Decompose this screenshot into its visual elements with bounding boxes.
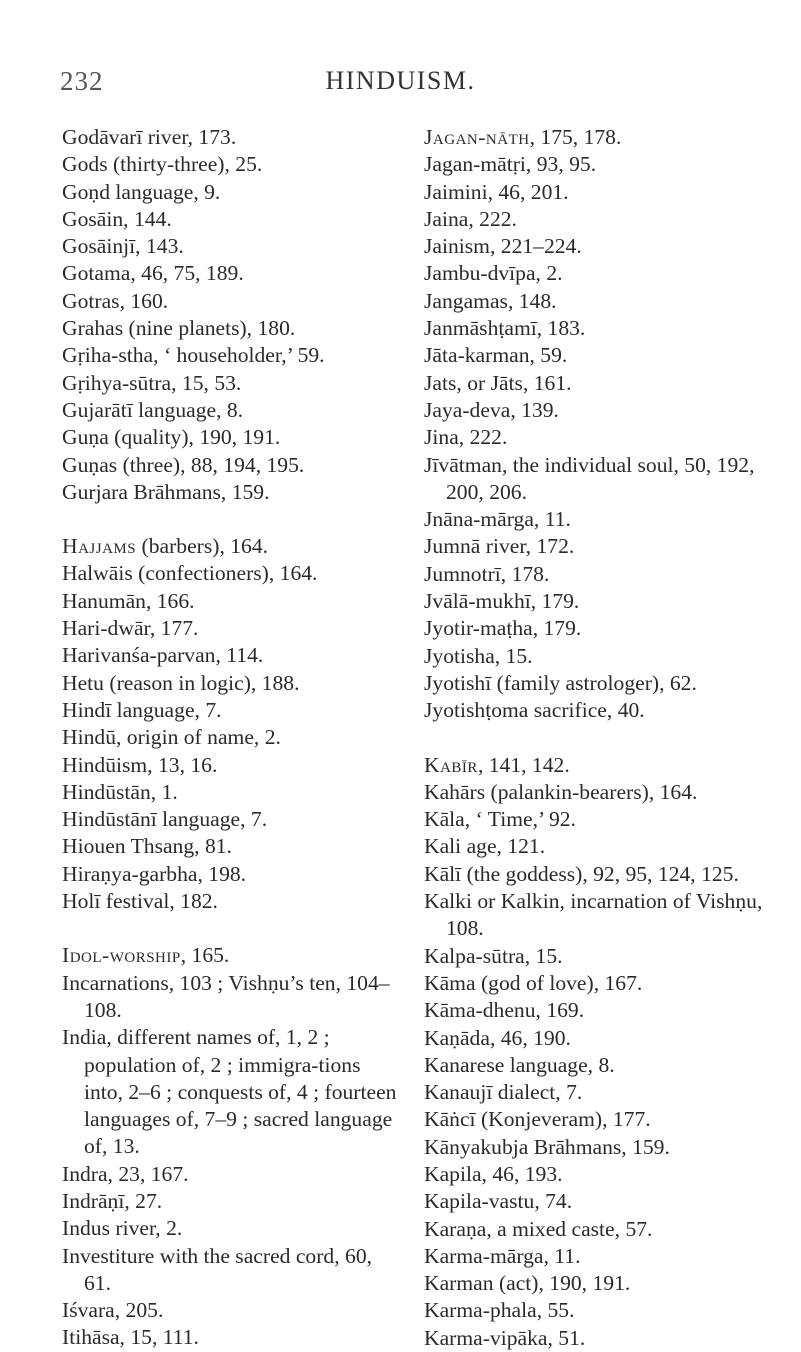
index-entry-text: Jīvātman, the individual soul, 50, 192, 200, 206.: [424, 452, 755, 504]
index-entry-text: , 175, 178.: [529, 125, 622, 149]
index-entry: [424, 997, 789, 1024]
index-entry: [62, 615, 397, 642]
index-entry-text: Jaina, 222.: [424, 206, 517, 231]
index-entry-text: Jats, or Jāts, 161.: [424, 370, 572, 395]
section-lead-word: Kabīr: [424, 752, 478, 777]
index-entry: [424, 179, 789, 206]
index-entry-text: Kapila-vastu, 74.: [424, 1189, 573, 1214]
index-entry: [424, 833, 789, 860]
index-entry-text: Goṇd language, 9.: [62, 179, 221, 204]
index-entry: [424, 943, 789, 970]
index-entry: [424, 670, 789, 697]
index-entry-text: Hiouen Thsang, 81.: [62, 834, 232, 859]
index-entry: [424, 506, 789, 533]
index-entry-text: Janmāshṭamī, 183.: [424, 316, 586, 341]
index-entry-text: Karma-phala, 55.: [424, 1298, 575, 1323]
index-entry: [424, 1243, 789, 1270]
index-entry: [424, 1216, 789, 1243]
index-entry-text: Gujarātī language, 8.: [62, 397, 244, 422]
index-entry-text: Itihāsa, 15, 111.: [62, 1325, 199, 1350]
index-entry: [62, 179, 397, 206]
index-entry: [424, 315, 789, 342]
index-entry-text: Kanaujī dialect, 7.: [424, 1080, 583, 1105]
index-entry-text: Kanarese language, 8.: [424, 1052, 615, 1077]
index-entry-text: Kalki or Kalkin, incarnation of Vishṇu, 108.: [424, 889, 763, 941]
index-entry-text: Hindūstān, 1.: [62, 779, 178, 804]
index-entry-text: Karma-mārga, 11.: [424, 1243, 581, 1268]
index-entry: [424, 697, 789, 724]
index-entry: [424, 124, 789, 151]
index-entry-text: Jainism, 221–224.: [424, 234, 582, 259]
index-entry-text: Hindūstānī language, 7.: [62, 807, 268, 832]
page-number: 232: [60, 66, 104, 96]
index-entry: [424, 370, 789, 397]
index-entry: [62, 861, 397, 888]
index-entry-text: Jaimini, 46, 201.: [424, 179, 569, 204]
index-entry: [62, 315, 397, 342]
index-entry-text: Gods (thirty-three), 25.: [62, 152, 263, 177]
index-entry-text: Karaṇa, a mixed caste, 57.: [424, 1216, 653, 1241]
index-entry-text: , 165.: [180, 943, 230, 968]
index-entry-text: Jnāna-mārga, 11.: [424, 507, 571, 532]
index-entry-text: Karman (act), 190, 191.: [424, 1271, 631, 1296]
index-entry: [424, 533, 789, 560]
index-entry: [424, 561, 789, 588]
index-entry-text: (barbers), 164.: [136, 534, 269, 559]
index-entry-text: Kālī (the goddess), 92, 95, 124, 125.: [424, 861, 739, 886]
index-entry: [62, 1188, 397, 1215]
index-entry: [424, 1079, 789, 1106]
index-entry-text: Hindī language, 7.: [62, 697, 222, 722]
index-entry-text: Gosāin, 144.: [62, 206, 172, 231]
section-gap: [62, 506, 397, 533]
index-entry-text: Jangamas, 148.: [424, 288, 557, 313]
index-entry: [424, 752, 789, 779]
index-entry-text: Gṛihya-sūtra, 15, 53.: [62, 370, 242, 395]
index-entry: [424, 1025, 789, 1052]
index-entry-text: Gotras, 160.: [62, 288, 169, 313]
index-entry: [424, 206, 789, 233]
index-entry: [424, 861, 789, 888]
index-entry: [424, 397, 789, 424]
index-entry-text: Hindūism, 13, 16.: [62, 752, 218, 777]
running-head: HINDUISM.: [325, 66, 476, 95]
index-entry-text: Kāla, ‘ Time,’ 92.: [424, 807, 576, 832]
index-entry-text: Jumnotrī, 178.: [424, 561, 550, 586]
index-entry: [424, 1161, 789, 1188]
index-entry-text: Incarnations, 103 ; Vishṇu’s ten, 104–108.: [62, 970, 390, 1022]
index-entry: [62, 1024, 397, 1160]
index-entry-text: Kali age, 121.: [424, 834, 546, 859]
index-entry: [424, 424, 789, 451]
index-entry: [62, 124, 397, 151]
index-entry-text: Jagan-mātṛi, 93, 95.: [424, 152, 597, 177]
index-entry-text: Hari-dwār, 177.: [62, 616, 199, 641]
index-entry-text: Jyotishī (family astrologer), 62.: [424, 670, 697, 695]
index-entry: [62, 370, 397, 397]
index-entry-text: Grahas (nine planets), 180.: [62, 316, 296, 341]
index-entry: [424, 1052, 789, 1079]
index-entry: [424, 342, 789, 369]
index-entry-text: Halwāis (confectioners), 164.: [62, 561, 318, 586]
index-entry-text: Guṇa (quality), 190, 191.: [62, 425, 281, 450]
index-entry: [62, 1324, 397, 1351]
index-entry: [424, 452, 789, 507]
index-entry-text: Hiraṇya-garbha, 198.: [62, 861, 247, 886]
index-entry: [62, 670, 397, 697]
index-entry-text: Kāṅcī (Konjeveram), 177.: [424, 1107, 651, 1132]
section-lead-word: Idol-worship: [62, 943, 181, 968]
index-entry: [424, 970, 789, 997]
index-entry: [62, 560, 397, 587]
index-entry: [424, 288, 789, 315]
index-entry-text: Gṛiha-stha, ‘ householder,’ 59.: [62, 343, 325, 368]
index-entry-text: Kapila, 46, 193.: [424, 1161, 563, 1186]
index-entry: [424, 643, 789, 670]
index-entry: [424, 233, 789, 260]
index-entry-text: Jaya-deva, 139.: [424, 397, 559, 422]
index-entry-text: Gosāinjī, 143.: [62, 234, 184, 259]
index-entry-text: Jambu-dvīpa, 2.: [424, 261, 563, 286]
index-entry: [62, 970, 397, 1025]
index-entry: [424, 1297, 789, 1324]
index-entry-text: Hetu (reason in logic), 188.: [62, 670, 300, 695]
index-entry: [62, 533, 397, 560]
index-entry: [424, 260, 789, 287]
index-entry-text: Investiture with the sacred cord, 60, 61.: [62, 1243, 373, 1295]
index-entry: [424, 615, 789, 642]
index-entry: [62, 206, 397, 233]
index-entry-text: Jvālā-mukhī, 179.: [424, 589, 580, 614]
index-entry-text: Guṇas (three), 88, 194, 195.: [62, 452, 305, 477]
index-entry-text: , 141, 142.: [477, 752, 570, 777]
index-entry: [62, 479, 397, 506]
index-entry-text: Indra, 23, 167.: [62, 1161, 189, 1186]
index-entry-text: Jina, 222.: [424, 425, 508, 450]
index-entry: [62, 724, 397, 751]
index-entry: [424, 1325, 789, 1352]
index-entry: [62, 806, 397, 833]
page-header: [0, 66, 801, 100]
section-gap: [62, 915, 397, 942]
index-entry: [62, 260, 397, 287]
index-entry-text: Jumnā river, 172.: [424, 534, 575, 559]
index-entry: [424, 1188, 789, 1215]
index-entry: [424, 588, 789, 615]
index-entry-text: Karma-vipāka, 51.: [424, 1325, 586, 1350]
index-entry: [62, 697, 397, 724]
index-entry: [424, 1106, 789, 1133]
index-entry: [62, 942, 397, 969]
index-entry-text: Jyotishṭoma sacrifice, 40.: [424, 698, 645, 723]
index-entry-text: Godāvarī river, 173.: [62, 125, 237, 149]
index-entry: [424, 1270, 789, 1297]
index-column-right: [424, 124, 789, 1352]
index-entry: [62, 1297, 397, 1324]
index-entry-text: Holī festival, 182.: [62, 889, 218, 914]
index-entry-text: Indus river, 2.: [62, 1216, 183, 1241]
index-entry: [62, 588, 397, 615]
index-entry: [62, 752, 397, 779]
index-entry-text: Hindū, origin of name, 2.: [62, 725, 281, 750]
index-entry-text: Hanumān, 166.: [62, 588, 195, 613]
index-entry-text: Kāma-dhenu, 169.: [424, 998, 585, 1023]
index-entry: [424, 1134, 789, 1161]
index-entry: [62, 1161, 397, 1188]
index-entry-text: Kaṇāda, 46, 190.: [424, 1025, 571, 1050]
index-entry: [62, 452, 397, 479]
index-entry: [62, 151, 397, 178]
index-entry: [424, 888, 789, 943]
index-entry-text: India, different names of, 1, 2 ; population of, 2 ; immigra-tions into, 2–6 ; conquests of, 4 ; fourteen languages of, 7–9 ; sacred language of, 13.: [62, 1025, 397, 1159]
index-entry-text: Jyotisha, 15.: [424, 643, 533, 668]
index-entry-text: Gurjara Brāhmans, 159.: [62, 479, 270, 504]
index-entry: [424, 151, 789, 178]
index-entry-text: Jyotir-maṭha, 179.: [424, 616, 582, 641]
index-entry: [424, 779, 789, 806]
index-entry: [62, 1243, 397, 1298]
index-entry: [62, 642, 397, 669]
index-entry-text: Iśvara, 205.: [62, 1298, 164, 1323]
index-column-left: [62, 124, 397, 1352]
section-gap: [424, 725, 789, 752]
section-lead-word: Hajjams: [62, 534, 137, 559]
index-entry-text: Jāta-karman, 59.: [424, 343, 568, 368]
index-entry: [62, 288, 397, 315]
index-entry: [62, 779, 397, 806]
index-entry-text: Kalpa-sūtra, 15.: [424, 943, 563, 968]
index-entry-text: Kānyakubja Brāhmans, 159.: [424, 1134, 670, 1159]
index-entry: [62, 397, 397, 424]
index-entry: [62, 833, 397, 860]
index-entry: [62, 888, 397, 915]
index-entry: [62, 342, 397, 369]
index-entry-text: Gotama, 46, 75, 189.: [62, 261, 244, 286]
index-entry: [62, 424, 397, 451]
section-lead-word: Jagan-nāth: [424, 125, 530, 149]
index-entry: [424, 806, 789, 833]
index-entry-text: Kahārs (palankin-bearers), 164.: [424, 779, 698, 804]
index-entry-text: Indrāṇī, 27.: [62, 1188, 163, 1213]
index-entry: [62, 233, 397, 260]
index-entry-text: Harivanśa-parvan, 114.: [62, 643, 264, 668]
index-entry-text: Kāma (god of love), 167.: [424, 970, 643, 995]
index-entry: [62, 1215, 397, 1242]
